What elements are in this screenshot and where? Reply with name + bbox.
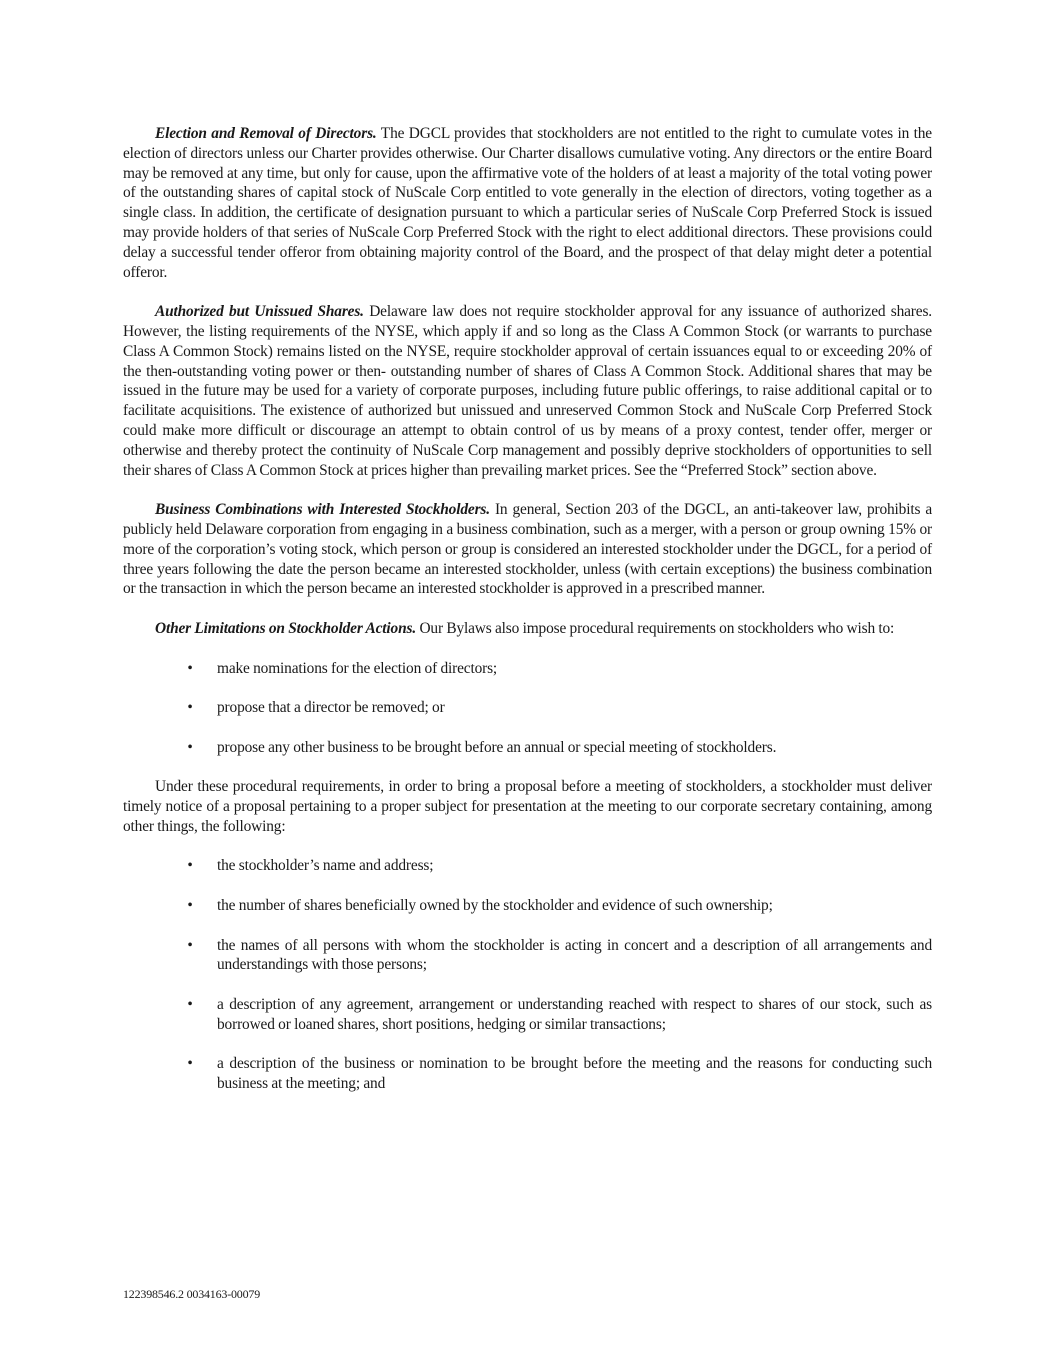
list-item bbox=[123, 698, 932, 718]
section-body: In general, Section 203 of the DGCL, an anti-takeover law, prohibits a publicly held Delaware corporation from engaging in a business combination, such as a merger, with a person or group owning 15% or more of the corporation’s voting stock, which person or group is considered an interested stockholder under the DGCL, for a period of three years following the date the person became an interested stockholder, unless (with certain exceptions) the business combination or the transaction in which the person became an interested stockholder is approved in a prescribed manner. bbox=[123, 501, 932, 598]
paragraph-spacer bbox=[123, 837, 932, 857]
list-item-text: the number of shares beneficially owned by the stockholder and evidence of such ownership; bbox=[217, 897, 773, 915]
paragraph-spacer bbox=[123, 282, 932, 302]
section-heading: Other Limitations on Stockholder Actions. bbox=[155, 619, 417, 637]
section-heading: Election and Removal of Directors. bbox=[155, 125, 377, 142]
bullet-icon: • bbox=[187, 659, 193, 677]
section-business-combinations bbox=[123, 500, 932, 599]
paragraph-spacer bbox=[123, 599, 932, 619]
bullet-icon: • bbox=[187, 857, 193, 875]
section-heading: Authorized but Unissued Shares. bbox=[155, 303, 364, 321]
list-item-text: propose any other business to be brought before an annual or special meeting of stockholders. bbox=[217, 738, 777, 756]
list-item-text: the stockholder’s name and address; bbox=[217, 857, 434, 875]
paragraph-spacer bbox=[123, 758, 932, 778]
section-body: Our Bylaws also impose procedural requirements on stockholders who wish to: bbox=[416, 619, 895, 637]
paragraph-spacer bbox=[123, 639, 932, 659]
section-body: The DGCL provides that stockholders are not entitled to the right to cumulate votes in the election of directors unless our Charter provides otherwise. Our Charter disallows cumulative voting. Any directors or the entire Board may be removed at any time, but only for cause, upon the affirmative vote of the holders of at least a majority of the total voting power of the outstanding shares of capital stock of NuScale Corp entitled to vote generally in the election of directors, voting together as a single class. In addition, the certificate of designation pursuant to which a particular series of NuScale Corp Preferred Stock is issued may provide holders of that series of NuScale Corp Preferred Stock with the right to elect additional directors. These provisions could delay a successful tender offeror from obtaining majority control of the Board, and the prospect of that delay might deter a potential offeror. bbox=[123, 125, 932, 281]
list-item bbox=[123, 659, 932, 679]
list-item bbox=[123, 936, 932, 976]
list-item-text: a description of any agreement, arrangement or understanding reached with respect to shares of our stock, such as borrowed or loaned shares, short positions, hedging or similar transactions; bbox=[217, 996, 932, 1033]
bullet-icon: • bbox=[187, 1055, 193, 1073]
list-item-text: propose that a director be removed; or bbox=[217, 699, 445, 717]
list-item-text: a description of the business or nomination to be brought before the meeting and the reasons for conducting such business at the meeting; and bbox=[217, 1055, 932, 1093]
list-item bbox=[123, 896, 932, 916]
bullet-icon: • bbox=[187, 699, 193, 717]
list-spacer bbox=[123, 678, 932, 698]
notice-contents-list bbox=[123, 856, 932, 1094]
document-footer-id: 122398546.2 0034163-00079 bbox=[123, 1287, 260, 1301]
list-item bbox=[123, 995, 932, 1035]
list-spacer bbox=[123, 876, 932, 896]
section-authorized-unissued-shares bbox=[123, 302, 932, 480]
section-heading: Business Combinations with Interested Stockholders. bbox=[155, 501, 490, 519]
section-body: Delaware law does not require stockholder approval for any issuance of authorized shares. However, the listing requirements of the NYSE, which apply if and so long as the Class A Common Stock (or warrants to purchase Class A Common Stock) remains listed on the NYSE, require stockholder approval of certain issuances equal to or exceeding 20% of the then-outstanding voting power or then- outstanding number of shares of Class A Common Stock. Additional shares that may be issued in the future may be used for a variety of corporate purposes, including future public offerings, to raise additional capital or to facilitate acquisitions. The existence of authorized but unissued and unreserved Common Stock and NuScale Corp Preferred Stock could make more difficult or discourage an attempt to obtain control of us by means of a proxy contest, tender offer, merger or otherwise and thereby protect the continuity of NuScale Corp management and possibly deprive stockholders of opportunities to sell their shares of Class A Common Stock at prices higher than prevailing market prices. See the “Preferred Stock” section above. bbox=[123, 303, 933, 479]
bullet-icon: • bbox=[187, 996, 193, 1014]
list-item bbox=[123, 1054, 932, 1094]
paragraph-spacer bbox=[123, 480, 932, 500]
document-page bbox=[123, 124, 932, 1094]
list-spacer bbox=[123, 975, 932, 995]
list-item bbox=[123, 856, 932, 876]
list-spacer bbox=[123, 1035, 932, 1055]
section-election-removal-directors bbox=[123, 124, 932, 282]
procedural-requirements-paragraph: Under these procedural requirements, in order to bring a proposal before a meeting of stockholders, a stockholder must deliver timely notice of a proposal pertaining to a proper subject for presentation at the meeting to our corporate secretary containing, among other things, the following: bbox=[123, 778, 932, 835]
list-item bbox=[123, 738, 932, 758]
section-other-limitations bbox=[123, 619, 932, 639]
list-spacer bbox=[123, 916, 932, 936]
list-spacer bbox=[123, 718, 932, 738]
stockholder-actions-list bbox=[123, 659, 932, 758]
list-item-text: make nominations for the election of directors; bbox=[217, 659, 498, 677]
list-item-text: the names of all persons with whom the stockholder is acting in concert and a description of all arrangements and understandings with those persons; bbox=[217, 936, 932, 974]
bullet-icon: • bbox=[187, 738, 193, 756]
bullet-icon: • bbox=[187, 936, 193, 954]
bullet-icon: • bbox=[187, 897, 193, 915]
